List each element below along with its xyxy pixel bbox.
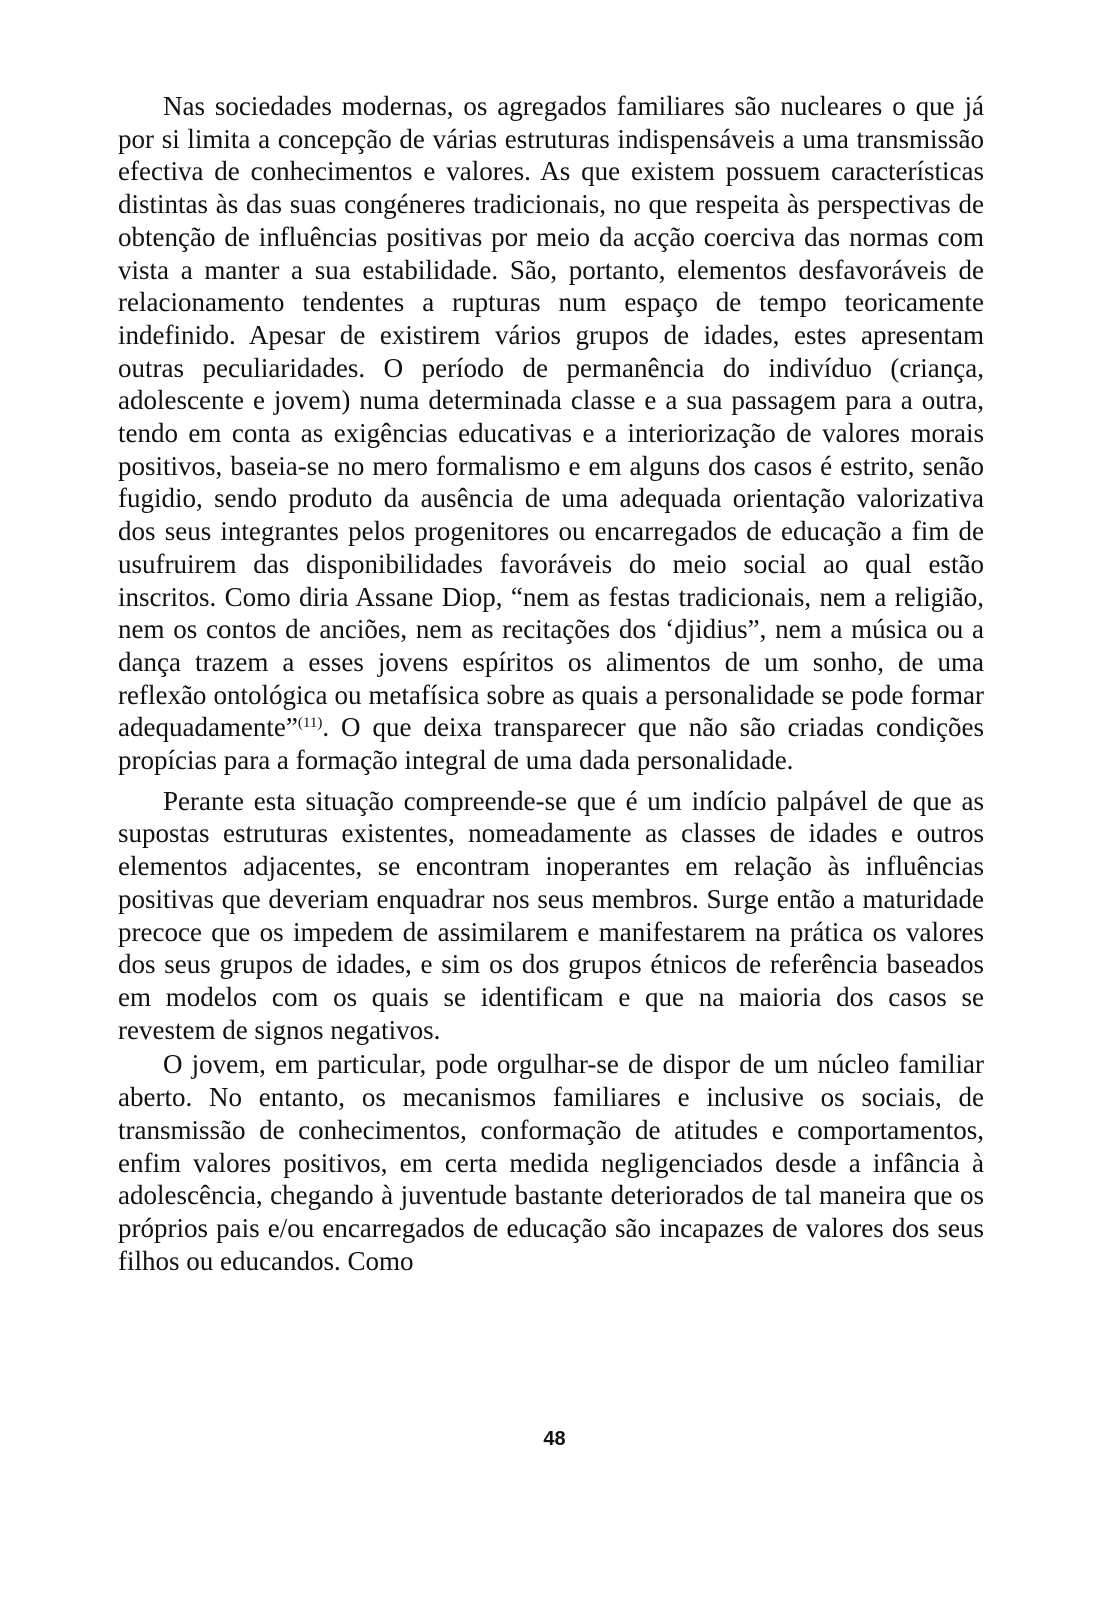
paragraph-1 <box>118 90 984 777</box>
paragraph-2: Perante esta situação compreende-se que é um indício palpável de que as supostas estruturas existentes, nomeadamente as classes de idades e outros elementos adjacentes, se encontram inoperantes em relação às influências positivas que deveriam enquadrar nos seus membros. Surge então a maturidade precoce que os impedem de assimilarem e manifestarem na prática os valores dos seus grupos de idades, e sim os dos grupos étnicos de referência baseados em modelos com os quais se identificam e que na maioria dos casos se revestem de signos negativos. <box>118 785 984 1045</box>
paragraph-3: O jovem, em particular, pode orgulhar-se de dispor de um núcleo familiar aberto. No entanto, os mecanismos familiares e inclusive os sociais, de transmissão de conhecimentos, conformação de atitudes e comportamentos, enfim valores positivos, em certa medida negligenciados desde a infância à adolescência, chegando à juventude bastante deteriorados de tal maneira que os próprios pais e/ou encarregados de educação são incapazes de valores dos seus filhos ou educandos. Como <box>118 1049 984 1276</box>
footnote-reference-11: (11) <box>297 715 323 732</box>
paragraph-1-text: Nas sociedades modernas, os agregados familiares são nucleares o que já por si limita a concepção de várias estruturas indispensáveis a uma transmissão efectiva de conhecimentos e valores. As que existem possuem características distintas às das suas congéneres tradicionais, no que respeita às perspectivas de obtenção de influências positivas por meio da acção coerciva das normas com vista a manter a sua estabilidade. São, portanto, elementos desfavoráveis de relacionamento tendentes a rupturas num espaço de tempo teoricamente indefinido. Apesar de existirem vários grupos de idades, estes apresentam outras peculiaridades. O período de permanência do indivíduo (criança, adolescente e jovem) numa determinada classe e a sua passagem para a outra, tendo em conta as exigências educativas e a interiorização de valores morais positivos, baseia-se no mero formalismo e em alguns dos casos é estrito, senão fugidio, sendo produto da ausência de uma adequada orientação valorizativa dos seus integrantes pelos progenitores ou encarregados de educação a fim de usufruirem das disponibilidades favoráveis do meio social ao qual estão inscritos. Como diria Assane Diop, “nem as festas tradicionais, nem a religião, nem os contos de anciões, nem as recitações dos ‘djidius”, nem a música ou a dança trazem a esses jovens espíritos os alimentos de um sonho, de uma reflexão ontológica ou metafísica sobre as quais a personalidade se pode formar adequadamente” <box>118 91 984 743</box>
body-text <box>118 90 984 1277</box>
page-number: 48 <box>543 1428 566 1450</box>
paragraph-1-text-continued: . O que deixa transparecer que não são criadas condições propícias para a formação integral de uma dada personalidade. <box>118 712 984 776</box>
